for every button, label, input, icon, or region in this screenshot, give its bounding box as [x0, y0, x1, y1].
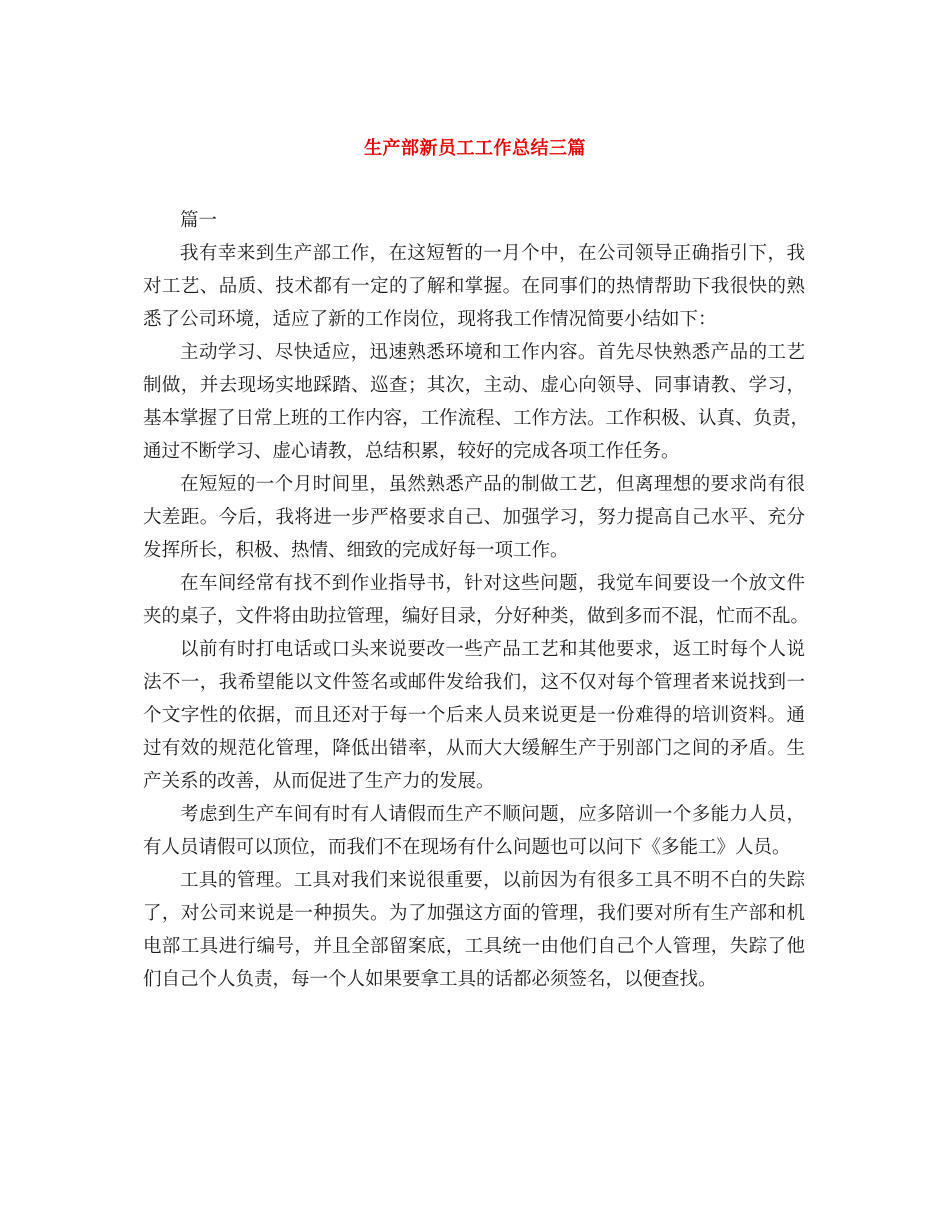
paragraph-line: 们自己个人负责，每一个人如果要拿工具的话都必须签名，以便查找。 [143, 969, 717, 990]
paragraph-line: 过有效的规范化管理，降低出错率，从而大大缓解生产于别部门之间的矛盾。生 [143, 738, 805, 759]
paragraph-line: 对工艺、品质、技术都有一定的了解和掌握。在同事们的热情帮助下我很快的熟 [143, 276, 805, 297]
paragraph-line: 考虑到生产车间有时有人请假而生产不顺问题，应多陪训一个多能力人员， [180, 804, 805, 825]
paragraph-line: 基本掌握了日常上班的工作内容，工作流程、工作方法。工作积极、认真、负责， [143, 408, 810, 429]
paragraph-line: 产关系的改善，从而促进了生产力的发展。 [143, 771, 495, 792]
paragraph-line: 了，对公司来说是一种损失。为了加强这方面的管理，我们要对所有生产部和机 [143, 903, 805, 924]
paragraph-line: 电部工具进行编号，并且全部留案底，工具统一由他们自己个人管理，失踪了他 [143, 936, 805, 957]
paragraph-line: 工具的管理。工具对我们来说很重要，以前因为有很多工具不明不白的失踪 [180, 870, 805, 891]
document-body [143, 204, 810, 996]
paragraph-line: 发挥所长，积极、热情、细致的完成好每一项工作。 [143, 540, 569, 561]
document-title: 生产部新员工工作总结三篇 [364, 138, 586, 159]
paragraph-line: 大差距。今后，我将进一步严格要求自己、加强学习，努力提高自己水平、充分 [143, 507, 805, 528]
paragraph-line: 制做，并去现场实地踩踏、巡查；其次，主动、虚心向领导、同事请教、学习， [143, 375, 805, 396]
paragraph-line: 法不一，我希望能以文件签名或邮件发给我们，这不仅对每个管理者来说找到一 [143, 672, 805, 693]
paragraph-line: 通过不断学习、虚心请教，总结积累，较好的完成各项工作任务。 [143, 441, 680, 462]
paragraph-line: 主动学习、尽快适应，迅速熟悉环境和工作内容。首先尽快熟悉产品的工艺 [180, 342, 805, 363]
paragraph-line: 以前有时打电话或口头来说要改一些产品工艺和其他要求，返工时每个人说 [180, 639, 805, 660]
paragraph-line: 我有幸来到生产部工作，在这短暂的一月个中，在公司领导正确指引下，我 [180, 243, 805, 264]
paragraph-line: 有人员请假可以顶位，而我们不在现场有什么问题也可以问下《多能工》人员。 [143, 837, 791, 858]
section-heading: 篇一 [180, 210, 218, 231]
paragraph-line: 个文字性的依据，而且还对于每一个后来人员来说更是一份难得的培训资料。通 [143, 705, 805, 726]
paragraph-line: 在短短的一个月时间里，虽然熟悉产品的制做工艺，但离理想的要求尚有很 [180, 474, 805, 495]
paragraph-line: 悉了公司环境，适应了新的工作岗位，现将我工作情况简要小结如下： [143, 309, 717, 330]
paragraph-line: 夹的桌子，文件将由助拉管理，编好目录，分好种类，做到多而不混，忙而不乱。 [143, 606, 810, 627]
paragraph-line: 在车间经常有找不到作业指导书，针对这些问题，我觉车间要设一个放文件 [180, 573, 805, 594]
